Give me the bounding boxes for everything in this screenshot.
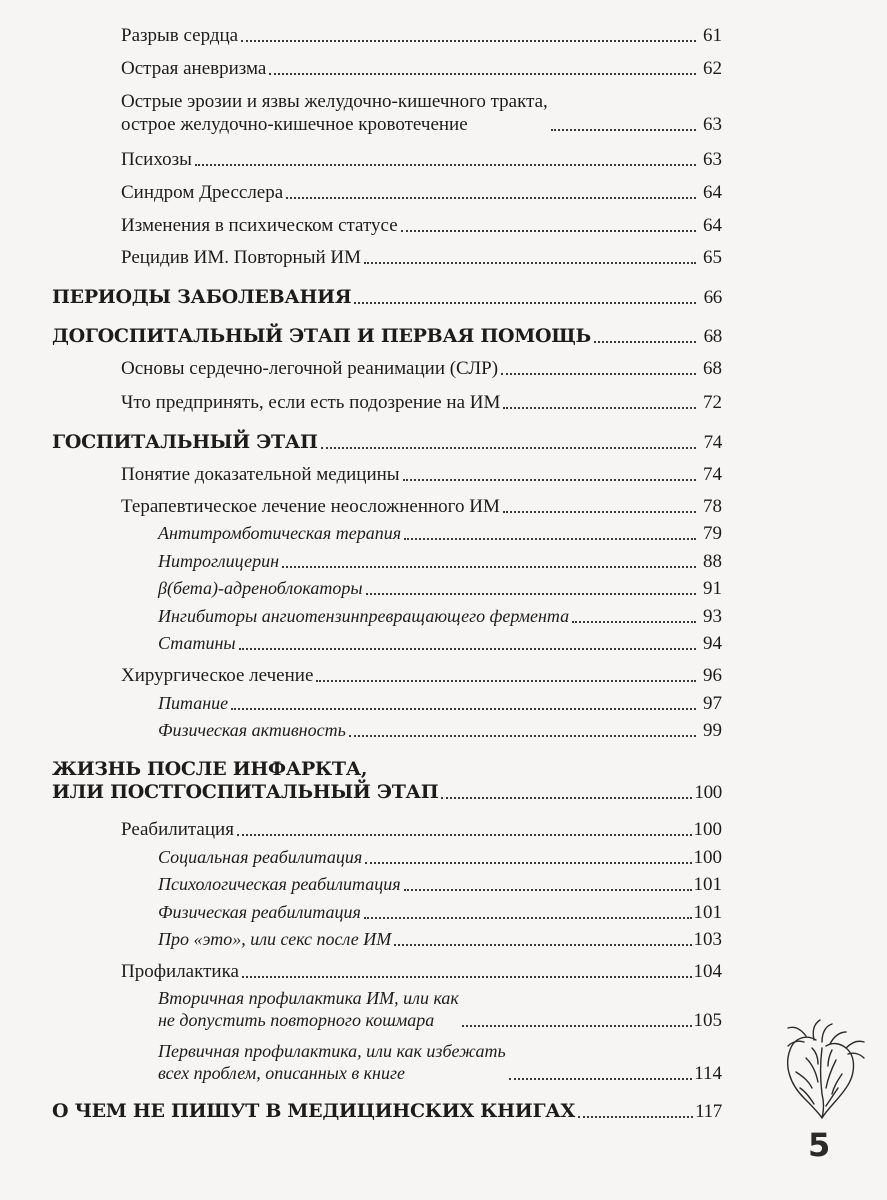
toc-subentry-label: Статины — [158, 633, 236, 654]
toc-entry-label: Острая аневризма — [121, 58, 267, 79]
dot-leader — [594, 341, 696, 343]
dot-leader — [239, 648, 696, 650]
dot-leader — [316, 680, 696, 682]
toc-subentry — [158, 846, 722, 869]
toc-entry-label: Понятие доказательной медицины — [121, 464, 400, 485]
toc-section-label: О ЧЕМ НЕ ПИШУТ В МЕДИЦИНСКИХ КНИГАХ — [52, 1100, 575, 1122]
dot-leader — [404, 538, 696, 540]
toc-entry — [121, 246, 722, 269]
toc-entry-page: 94 — [703, 633, 722, 654]
dot-leader — [503, 511, 696, 513]
dot-leader — [462, 1025, 692, 1027]
toc-subentry — [158, 873, 722, 896]
toc-entry-page: 101 — [693, 902, 722, 923]
toc-entry-page: 63 — [703, 149, 722, 170]
dot-leader — [282, 566, 696, 568]
toc-entry-label: Профилактика — [121, 961, 239, 982]
toc-subentry — [158, 632, 722, 655]
toc-subentry-label: Физическая реабилитация — [158, 902, 361, 923]
toc-entry-page: 68 — [703, 326, 722, 347]
toc-entry-label: Изменения в психическом статусе — [121, 215, 398, 236]
toc-entry-page: 97 — [703, 693, 722, 714]
toc-entry-page: 64 — [703, 182, 722, 203]
dot-leader — [551, 129, 696, 131]
toc-entry-page: 91 — [703, 578, 722, 599]
toc-subentry-label: Психологическая реабилитация — [158, 874, 401, 895]
toc-entry-page: 74 — [703, 432, 722, 453]
toc-subentry — [158, 522, 722, 545]
toc-entry — [121, 90, 722, 136]
toc-entry-page: 100 — [693, 847, 722, 868]
toc-entry — [121, 24, 722, 47]
toc-subentry-label: Ингибиторы ангиотензинпревращающего фермента — [158, 606, 570, 627]
toc-subentry — [158, 577, 722, 600]
dot-leader — [242, 976, 692, 978]
toc-entry — [121, 463, 722, 486]
toc-section-label: ПЕРИОДЫ ЗАБОЛЕВАНИЯ — [52, 286, 352, 308]
toc-entry-page: 72 — [703, 392, 722, 413]
toc-section — [52, 1100, 722, 1123]
toc-entry-page: 100 — [693, 819, 722, 840]
dot-leader — [354, 302, 696, 304]
toc-entry-page: 88 — [703, 551, 722, 572]
toc-entry — [121, 357, 722, 380]
toc-subentry-label: Питание — [158, 693, 229, 714]
toc-entry — [121, 148, 722, 171]
toc-entry-label: Терапевтическое лечение неосложненного ИМ — [121, 496, 500, 517]
toc-entry — [121, 495, 722, 518]
dot-leader — [365, 862, 691, 864]
toc-entry-page: 79 — [703, 523, 722, 544]
dot-leader — [321, 447, 696, 449]
toc-entry — [121, 57, 722, 80]
toc-entry — [121, 960, 722, 983]
toc-entry-label: Психозы — [121, 149, 192, 170]
toc-entry-page: 65 — [703, 247, 722, 268]
toc-entry-page: 68 — [703, 358, 722, 379]
dot-leader — [509, 1078, 692, 1080]
toc-section-label: ДОГОСПИТАЛЬНЫЙ ЭТАП И ПЕРВАЯ ПОМОЩЬ — [52, 325, 591, 347]
dot-leader — [394, 944, 691, 946]
toc-subentry — [158, 550, 722, 573]
toc-entry-page: 78 — [703, 496, 722, 517]
dot-leader — [578, 1116, 693, 1118]
toc-entry-page: 62 — [703, 58, 722, 79]
toc-entry-label: Рецидив ИМ. Повторный ИМ — [121, 247, 361, 268]
toc-entry-page: 104 — [693, 961, 722, 982]
toc-entry-page: 105 — [693, 1009, 722, 1031]
toc-subentry-label: Физическая активность — [158, 720, 346, 741]
toc-section-label: ГОСПИТАЛЬНЫЙ ЭТАП — [52, 431, 318, 453]
dot-leader — [364, 917, 692, 919]
toc-entry-page: 74 — [703, 464, 722, 485]
toc-entry-page: 100 — [694, 782, 722, 804]
dot-leader — [286, 197, 696, 199]
toc-subentry-label: Нитроглицерин — [158, 551, 279, 572]
toc-section-label: ЖИЗНЬ ПОСЛЕ ИНФАРКТА, ИЛИ ПОСТГОСПИТАЛЬНЫЙ ЭТАП — [52, 758, 439, 804]
toc-subentry-label: Социальная реабилитация — [158, 847, 363, 868]
dot-leader — [195, 164, 696, 166]
toc-subentry-label: Антитромботическая терапия — [158, 523, 402, 544]
dot-leader — [401, 230, 696, 232]
dot-leader — [403, 479, 696, 481]
toc-entry-label: Хирургическое лечение — [121, 665, 314, 686]
dot-leader — [366, 593, 696, 595]
dot-leader — [349, 735, 696, 737]
toc-entry-page: 117 — [695, 1101, 722, 1122]
toc-entry — [121, 818, 722, 841]
toc-entry — [121, 214, 722, 237]
toc-entry-page: 96 — [703, 665, 722, 686]
toc-section — [52, 758, 722, 804]
toc-subentry — [158, 605, 722, 628]
dot-leader — [572, 621, 696, 623]
toc-entry-page: 101 — [693, 874, 722, 895]
page-number: 5 — [808, 1126, 831, 1164]
toc-entry-page: 114 — [694, 1062, 722, 1084]
toc-subentry — [158, 1041, 722, 1085]
toc-entry — [121, 181, 722, 204]
toc-subentry-label: Первичная профилактика, или как избежать всех проблем, описанных в книге — [158, 1041, 506, 1083]
toc-section — [52, 431, 722, 454]
toc-subentry-label: β(бета)-адреноблокаторы — [158, 578, 363, 599]
toc-section — [52, 286, 722, 309]
toc-entry-page: 103 — [693, 929, 722, 950]
toc-subentry — [158, 719, 722, 742]
toc-entry — [121, 391, 722, 414]
toc-entry — [121, 664, 722, 687]
toc-subentry — [158, 988, 722, 1032]
dot-leader — [501, 373, 696, 375]
dot-leader — [503, 407, 696, 409]
dot-leader — [441, 797, 692, 799]
dot-leader — [237, 834, 692, 836]
toc-entry-label: Что предпринять, если есть подозрение на ИМ — [121, 392, 501, 413]
toc-subentry — [158, 901, 722, 924]
toc-entry-page: 99 — [703, 720, 722, 741]
dot-leader — [404, 889, 692, 891]
toc-entry-label: Реабилитация — [121, 819, 234, 840]
toc-entry-label: Разрыв сердца — [121, 25, 239, 46]
toc-entry-page: 63 — [703, 114, 722, 136]
toc-entry-label: Основы сердечно-легочной реанимации (СЛР) — [121, 358, 499, 379]
toc-subentry-label: Вторичная профилактика ИМ, или как не допустить повторного кошмара — [158, 988, 459, 1030]
anatomical-heart-icon — [776, 1018, 868, 1122]
toc-subentry — [158, 692, 722, 715]
toc-entry-page: 66 — [703, 287, 722, 308]
dot-leader — [364, 262, 696, 264]
dot-leader — [231, 708, 696, 710]
toc-entry-label: Острые эрозии и язвы желудочно-кишечного тракта, острое желудочно-кишечное кровотечение — [121, 91, 548, 136]
toc-subentry-label: Про «это», или секс после ИМ — [158, 929, 392, 950]
toc-entry-label: Синдром Дресслера — [121, 182, 284, 203]
toc-entry-page: 64 — [703, 215, 722, 236]
dot-leader — [269, 73, 696, 75]
toc-entry-page: 93 — [703, 606, 722, 627]
toc-section — [52, 325, 722, 348]
toc-entry-page: 61 — [703, 25, 722, 46]
dot-leader — [241, 40, 696, 42]
toc-subentry — [158, 928, 722, 951]
